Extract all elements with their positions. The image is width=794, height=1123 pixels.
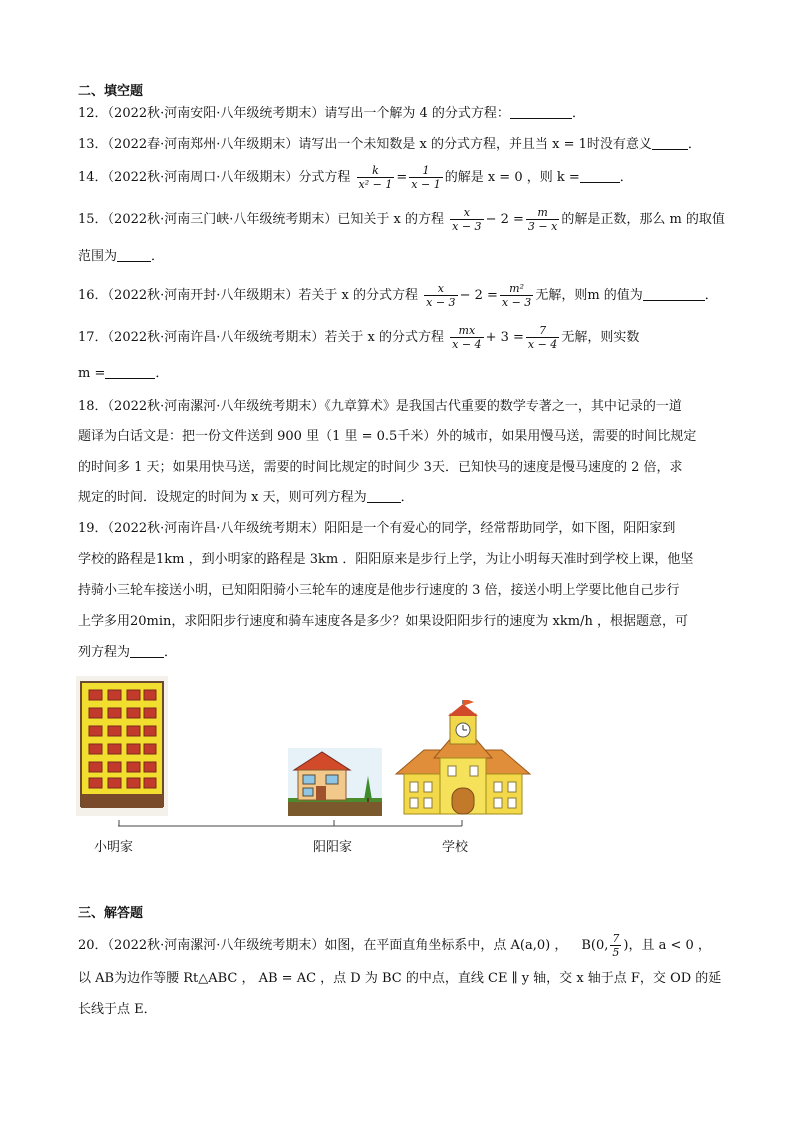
q20-text-a: 20．（2022秋·河南漯河·八年级统考期末）如图，在平面直角坐标系中，点 A(a,0) ， (78, 938, 568, 953)
q17-tail: 无解，则实数 (561, 330, 640, 345)
question-13 (78, 135, 701, 155)
question-14 (78, 164, 633, 191)
q17-line2-text: m = (78, 366, 106, 381)
q15-fraction-2 (526, 206, 559, 233)
q14-equals: = (396, 170, 408, 185)
question-19-line3: 持骑小三轮车接送小明，已知阳阳骑小三轮车的速度是他步行速度的 3 倍，接送小明上学要比他自己步行 (78, 583, 680, 598)
label-school: 学校 (442, 840, 469, 855)
q15-f2-den: 3 − x (527, 220, 558, 233)
question-19-line2: 学校的路程是1km ，到小明家的路程是 3km ．阳阳原来是步行上学，为让小明每天准时到学校上课，他坚 (78, 552, 694, 567)
question-19-line4: 上学多用20min，求阳阳步行速度和骑车速度各是多少？如果设阳阳步行的速度为 xkm/h ，根据题意，可 (78, 614, 688, 629)
q19-line5-text: 列方程为 (78, 645, 131, 660)
q14-f2-den: x − 1 (411, 178, 441, 191)
q15-text: 15．（2022秋·河南三门峡·八年级统考期末）已知关于 x 的方程 (78, 212, 444, 227)
q16-f2-den: x − 3 (501, 296, 532, 309)
q16-blank (643, 287, 705, 301)
question-18-line3: 的时间多 1 天；如果用快马送，需要的时间比规定的时间少 3天．已知快马的速度是慢马速度的 2 倍，求 (78, 460, 683, 475)
question-15-line2 (78, 247, 164, 267)
q15-f1-den: x − 3 (452, 220, 482, 233)
question-19-line5 (78, 643, 177, 663)
q15-tail: 的解是正数，那么 m 的取值 (561, 212, 725, 227)
q15-fraction-1 (450, 206, 483, 233)
q17-f1-num: mx (450, 324, 483, 338)
distance-line (118, 818, 464, 834)
q20-frac-den: 5 (612, 946, 620, 959)
q14-mid-text: 的解是 x = 0 ，则 k = (444, 170, 580, 185)
q13-blank (652, 136, 688, 150)
question-17-line2 (78, 364, 168, 384)
q17-mid: + 3 = (485, 330, 524, 345)
q15-period: ． (151, 249, 165, 264)
q19-period: ． (164, 645, 178, 660)
q12-text: 12．（2022秋·河南安阳·八年级统考期末）请写出一个解为 4 的分式方程： (78, 106, 510, 121)
q17-fraction-1 (450, 324, 483, 351)
q20-point-b: B(0, (581, 938, 609, 953)
q20-fraction (610, 932, 621, 959)
school-illustration (394, 700, 532, 816)
question-15 (78, 206, 725, 233)
question-18-line2: 题译为白话文是：把一份文件送到 900 里（1 里 = 0.5千米）外的城市，如果用慢马送，需要的时间比规定 (78, 429, 697, 444)
q16-f1-den: x − 3 (426, 296, 456, 309)
q19-blank (130, 644, 164, 658)
q18-line4-text: 规定的时间．设规定的时间为 x 天，则可列方程为 (78, 490, 367, 505)
q17-f1-den: x − 4 (452, 338, 482, 351)
q18-blank (367, 489, 401, 503)
q14-f1-den: x² − 1 (358, 178, 393, 191)
q14-blank (580, 169, 620, 183)
q16-f1-num: x (424, 282, 457, 296)
q20-text-c: )，且 a < 0 ， (623, 938, 711, 953)
q16-f2-num: m² (500, 282, 533, 296)
q15-line2-text: 范围为 (78, 249, 118, 264)
question-19-line1: 19．（2022秋·河南许昌·八年级统考期末）阳阳是一个有爱心的同学，经常帮助同学，如下图，阳阳家到 (78, 521, 676, 536)
q12-period: ． (571, 106, 585, 121)
q14-fraction-2 (409, 164, 442, 191)
q16-period: ． (704, 288, 718, 303)
q20-frac-num: 7 (612, 932, 620, 945)
q14-period: ． (619, 170, 633, 185)
q17-f2-num: 7 (526, 324, 559, 338)
q14-text: 14．（2022秋·河南周口·八年级期末）分式方程 (78, 170, 351, 185)
q17-period: ． (155, 366, 169, 381)
house-illustration (288, 748, 382, 816)
question-20-line2: 以 AB为边作等腰 Rt△ABC ， AB = AC ，点 D 为 BC 的中点，直线 CE ∥ y 轴，交 x 轴于点 F，交 OD 的延 (78, 971, 722, 986)
q17-f2-den: x − 4 (527, 338, 558, 351)
label-xiaoming-home: 小明家 (94, 840, 134, 855)
section-title-fill-blank: 二、填空题 (78, 84, 144, 99)
question-12 (78, 104, 585, 124)
q16-fraction-1 (424, 282, 457, 309)
q17-blank (105, 365, 155, 379)
section-title-answer: 三、解答题 (78, 906, 144, 921)
q16-mid: − 2 = (459, 288, 498, 303)
question-16 (78, 282, 718, 309)
q15-f2-num: m (526, 206, 559, 220)
question-18-line1: 18．（2022秋·河南漯河·八年级统考期末）《九章算术》是我国古代重要的数学专著之一，其中记录的一道 (78, 399, 682, 414)
q15-f1-num: x (450, 206, 483, 220)
q18-period: ． (400, 490, 414, 505)
q14-f2-num: 1 (409, 164, 442, 178)
apartment-building-illustration (76, 676, 168, 816)
q14-fraction-1 (357, 164, 395, 191)
q16-fraction-2 (500, 282, 533, 309)
q13-period: ． (687, 137, 701, 152)
q16-tail: 无解，则m 的值为 (535, 288, 643, 303)
question-18-line4 (78, 488, 414, 508)
question-20-line1 (78, 932, 711, 959)
q17-fraction-2 (526, 324, 559, 351)
question-17 (78, 324, 639, 351)
label-yangyang-home: 阳阳家 (313, 840, 353, 855)
q16-text: 16．（2022秋·河南开封·八年级期末）若关于 x 的分式方程 (78, 288, 418, 303)
q12-blank (510, 105, 572, 119)
q15-blank (117, 248, 151, 262)
q14-f1-num: k (357, 164, 395, 178)
q15-mid: − 2 = (485, 212, 524, 227)
question-20-line3: 长线于点 E． (78, 1002, 157, 1017)
q17-text: 17．（2022秋·河南许昌·八年级统考期末）若关于 x 的分式方程 (78, 330, 444, 345)
q13-text: 13．（2022春·河南郑州·八年级期末）请写出一个未知数是 x 的分式方程，并且当 x = 1时没有意义 (78, 137, 652, 152)
